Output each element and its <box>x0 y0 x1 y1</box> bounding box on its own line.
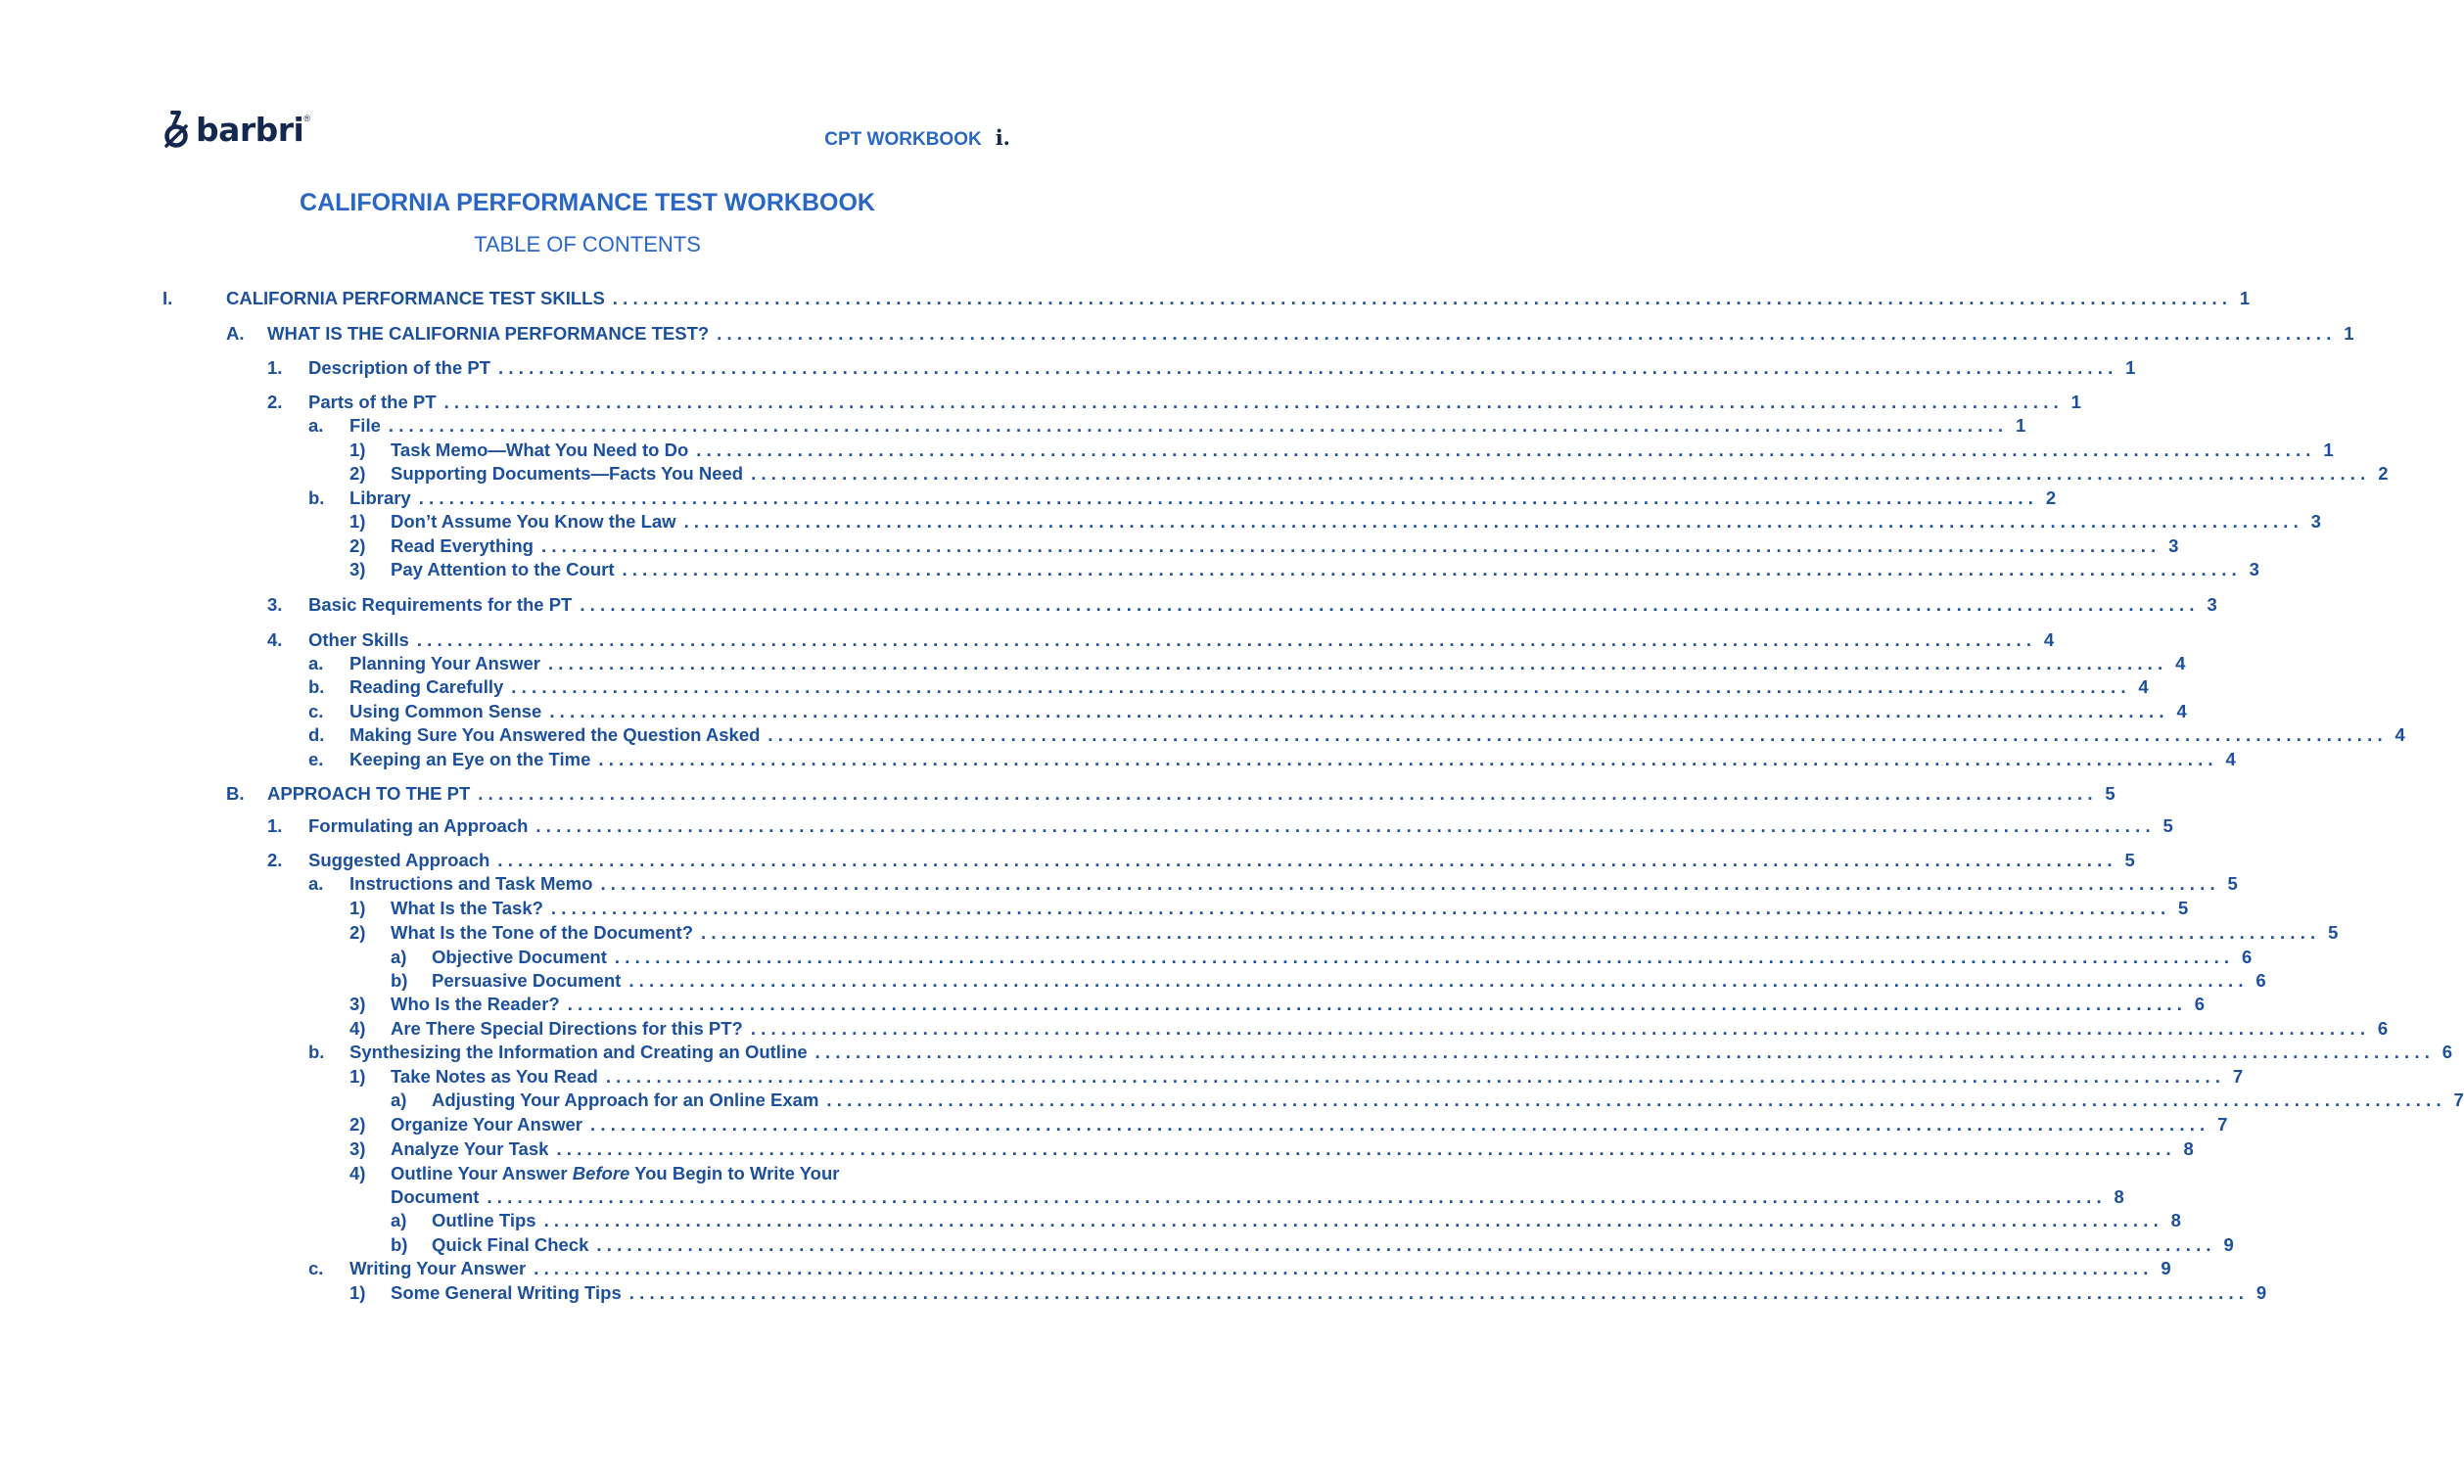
toc-entry-number: a) <box>391 947 407 967</box>
toc-entry-label: APPROACH TO THE PT <box>267 783 471 804</box>
barbri-logo-icon <box>163 110 192 149</box>
toc-entry <box>0 872 2238 896</box>
dot-leader: ................................................................................................................................................................ <box>534 1258 2154 1278</box>
toc-entry <box>0 322 2354 346</box>
toc-entry-number: 3. <box>267 594 283 615</box>
toc-entry-number: a) <box>391 1210 407 1230</box>
toc-entry <box>0 993 2206 1016</box>
dot-leader: ................................................................................................................................................................ <box>628 1282 2250 1303</box>
toc-entry-page: 4 <box>2175 653 2186 673</box>
toc-label-emphasis: Before <box>572 1163 630 1183</box>
toc-entry-page: 5 <box>2227 873 2238 894</box>
toc-entry <box>0 748 2236 771</box>
toc-entry-page: 2 <box>2378 463 2389 484</box>
toc-entry-label: What Is the Tone of the Document? <box>391 922 694 943</box>
toc-entry-page: 8 <box>2170 1210 2181 1230</box>
dot-leader: ................................................................................................................................................................ <box>541 535 2162 556</box>
dot-leader: ................................................................................................................................................................ <box>696 440 2316 460</box>
toc-entry-page: 4 <box>2138 676 2149 697</box>
toc-entry-number: 1) <box>349 440 366 460</box>
dot-leader: ................................................................................................................................................................ <box>598 749 2218 769</box>
toc-entry-number: 3) <box>349 1138 366 1159</box>
toc-entry-label: Are There Special Directions for this PT? <box>391 1018 743 1039</box>
toc-entry-page: 4 <box>2225 749 2236 769</box>
toc-entry-number: I. <box>163 288 173 308</box>
barbri-logo <box>163 108 310 151</box>
toc-entry <box>0 897 2189 920</box>
toc-entry-label: Some General Writing Tips <box>391 1282 622 1303</box>
dot-leader: ................................................................................................................................................................ <box>767 724 2388 745</box>
toc-entry-label: Organize Your Answer <box>391 1114 583 1135</box>
toc-entry <box>0 414 2026 438</box>
dot-leader: ................................................................................................................................................................ <box>612 288 2233 308</box>
toc-entry-page: 1 <box>2344 323 2354 344</box>
toc-entry-page: 5 <box>2178 898 2189 918</box>
toc-entry-number: 2) <box>349 1114 366 1135</box>
toc-entry-page: 4 <box>2394 724 2405 745</box>
toc-entry-label: Adjusting Your Approach for an Online Exam <box>432 1090 819 1110</box>
toc-entry-page: 7 <box>2232 1066 2244 1087</box>
toc-entry-page: 6 <box>2377 1018 2389 1039</box>
toc-entry-page: 3 <box>2310 511 2321 532</box>
toc-entry <box>0 1257 2171 1280</box>
dot-leader: ................................................................................................................................................................ <box>750 1018 2371 1039</box>
dot-leader: ................................................................................................................................................................ <box>622 559 2242 580</box>
toc-entry-page: 6 <box>2194 994 2206 1014</box>
toc-entry-page: 5 <box>2105 783 2115 804</box>
logo-text: barbri <box>196 110 304 149</box>
toc-entry-label: Reading Carefully <box>349 676 504 697</box>
dot-leader: ................................................................................................................................................................ <box>498 357 2118 378</box>
toc-entry-page: 1 <box>2015 415 2026 436</box>
toc-entry-page: 3 <box>2207 594 2217 615</box>
toc-entry <box>0 1233 2234 1257</box>
toc-entry-label: What Is the Task? <box>391 898 543 918</box>
dot-leader: ................................................................................................................................................................ <box>596 1234 2216 1255</box>
toc-entry-number: 1. <box>267 357 283 378</box>
toc-entry-page: 6 <box>2241 947 2253 967</box>
toc-entry <box>0 1281 2267 1305</box>
dot-leader: ................................................................................................................................................................ <box>547 653 2168 673</box>
toc-entry <box>0 723 2405 747</box>
toc-entry-label: Keeping an Eye on the Time <box>349 749 591 769</box>
toc-entry-number: 1. <box>267 815 283 836</box>
toc-entry-label: CALIFORNIA PERFORMANCE TEST SKILLS <box>226 288 605 308</box>
toc-entry-number: 2. <box>267 392 283 412</box>
toc-entry-number: b. <box>308 1042 325 1062</box>
toc-entry-number: d. <box>308 724 325 745</box>
toc-entry <box>0 1137 2194 1161</box>
toc-entry-page: 5 <box>2162 815 2173 836</box>
toc-entry-label: Supporting Documents—Facts You Need <box>391 463 744 484</box>
toc-entry <box>0 628 2055 652</box>
toc-entry <box>0 921 2339 945</box>
toc-entry <box>0 700 2187 723</box>
toc-entry <box>0 1041 2453 1064</box>
toc-entry-number: 1) <box>349 1282 366 1303</box>
toc-entry <box>0 558 2259 581</box>
toc-entry-number: b. <box>308 487 325 508</box>
toc-entry <box>0 593 2217 617</box>
toc-entry <box>0 487 2057 510</box>
toc-entry-label: File <box>349 415 381 436</box>
dot-leader: ................................................................................................................................................................ <box>416 629 2037 650</box>
toc-entry-label: Pay Attention to the Court <box>391 559 615 580</box>
toc-entry-page: 1 <box>2239 288 2251 308</box>
toc-entry-number: e. <box>308 749 324 769</box>
toc-entry-label: Basic Requirements for the PT <box>308 594 573 615</box>
toc-entry-page: 9 <box>2161 1258 2171 1278</box>
toc-entry-number: 2) <box>349 535 366 556</box>
toc-entry-page: 4 <box>2043 629 2055 650</box>
toc-entry-label: Suggested Approach <box>308 850 490 870</box>
toc-entry-number: 1) <box>349 511 366 532</box>
toc-entry-page: 9 <box>2255 1282 2267 1303</box>
toc-entry-page: 3 <box>2249 559 2259 580</box>
toc-entry-label: Description of the PT <box>308 357 491 378</box>
toc-entry-page: 5 <box>2124 850 2135 870</box>
logo-trademark: ® <box>303 114 311 123</box>
dot-leader: ................................................................................................................................................................ <box>701 922 2321 943</box>
document-title: CALIFORNIA PERFORMANCE TEST WORKBOOK <box>300 189 875 216</box>
toc-entry-number: b) <box>391 970 408 991</box>
dot-leader: ................................................................................................................................................................ <box>614 947 2235 967</box>
toc-entry-label: Other Skills <box>308 629 409 650</box>
toc-entry-number: 1) <box>349 898 366 918</box>
toc-entry-page: 6 <box>2255 970 2266 991</box>
toc-entry-page: 8 <box>2114 1186 2124 1207</box>
toc-entry <box>0 946 2253 969</box>
toc-entry-label: Task Memo—What You Need to Do <box>391 440 689 460</box>
dot-leader: ................................................................................................................................................................ <box>388 415 2009 436</box>
toc-entry <box>0 969 2266 993</box>
toc-entry-number: a. <box>308 653 324 673</box>
dot-leader: ................................................................................................................................................................ <box>590 1114 2210 1135</box>
toc-entry-number: 4. <box>267 629 283 650</box>
toc-entry <box>0 439 2334 462</box>
toc-entry-label: Parts of the PT <box>308 392 437 412</box>
toc-label-part: Outline Your Answer <box>391 1163 573 1183</box>
toc-entry <box>0 675 2149 699</box>
toc-entry-page: 1 <box>2323 440 2334 460</box>
toc-entry <box>0 1185 2124 1209</box>
toc-entry-label: Quick Final Check <box>432 1234 589 1255</box>
toc-entry-number: b) <box>391 1234 408 1255</box>
dot-leader: ................................................................................................................................................................ <box>550 898 2171 918</box>
toc-entry-number: 2) <box>349 922 366 943</box>
toc-entry-label: WHAT IS THE CALIFORNIA PERFORMANCE TEST? <box>267 323 710 344</box>
toc-entry <box>0 1113 2228 1136</box>
toc-entry-label: Persuasive Document <box>432 970 622 991</box>
toc-entry-page: 3 <box>2168 535 2179 556</box>
toc-entry-label: Read Everything <box>391 535 534 556</box>
dot-leader: ................................................................................................................................................................ <box>600 873 2220 894</box>
dot-leader: ................................................................................................................................................................ <box>443 392 2064 412</box>
toc-entry-number: 1) <box>349 1066 366 1087</box>
dot-leader: ................................................................................................................................................................ <box>683 511 2303 532</box>
toc-entry <box>0 462 2389 486</box>
toc-entry-number: 2. <box>267 850 283 870</box>
toc-entry-number: 2) <box>349 463 366 484</box>
toc-entry-number: 3) <box>349 994 366 1014</box>
toc-entry <box>0 356 2136 380</box>
toc-entry-label: Making Sure You Answered the Question Asked <box>349 724 761 745</box>
toc-entry <box>0 391 2081 414</box>
toc-entry-number: a) <box>391 1090 407 1110</box>
dot-leader: ................................................................................................................................................................ <box>418 487 2039 508</box>
toc-entry-number: b. <box>308 676 325 697</box>
toc-entry-label: Planning Your Answer <box>349 653 540 673</box>
toc-entry-page: 1 <box>2125 357 2136 378</box>
toc-entry-number: 4) <box>349 1163 366 1183</box>
toc-entry <box>0 1017 2389 1041</box>
toc-entry-page: 1 <box>2070 392 2081 412</box>
toc-entry-label: Library <box>349 487 411 508</box>
toc-entry-label: Don’t Assume You Know the Law <box>391 511 676 532</box>
dot-leader: ................................................................................................................................................................ <box>814 1042 2436 1062</box>
toc-entry <box>0 652 2186 675</box>
dot-leader: ................................................................................................................................................................ <box>535 815 2156 836</box>
toc-entry-label: Who Is the Reader? <box>391 994 560 1014</box>
dot-leader: ................................................................................................................................................................ <box>628 970 2249 991</box>
toc-entry-number: a. <box>308 873 324 894</box>
toc-entry <box>0 1209 2181 1232</box>
toc-entry-page: 7 <box>2453 1090 2464 1110</box>
toc-entry <box>0 534 2179 558</box>
dot-leader: ................................................................................................................................................................ <box>567 994 2188 1014</box>
toc-entry-page: 7 <box>2217 1114 2228 1135</box>
toc-entry <box>0 849 2135 872</box>
toc-entry-number: c. <box>308 701 324 721</box>
dot-leader: ................................................................................................................................................................ <box>605 1066 2226 1087</box>
dot-leader: ................................................................................................................................................................ <box>549 701 2169 721</box>
page-number: i. <box>995 125 1010 150</box>
toc-entry <box>0 1089 2464 1112</box>
dot-leader: ................................................................................................................................................................ <box>751 463 2371 484</box>
toc-entry-label: Analyze Your Task <box>391 1138 549 1159</box>
dot-leader: ................................................................................................................................................................ <box>826 1090 2446 1110</box>
toc-entry-page: 4 <box>2176 701 2187 721</box>
running-header <box>824 125 1010 151</box>
toc-entry <box>0 814 2173 838</box>
dot-leader: ................................................................................................................................................................ <box>497 850 2117 870</box>
toc-entry <box>0 287 2251 310</box>
toc-entry-label: Outline Tips <box>432 1210 536 1230</box>
toc-entry-number: a. <box>308 415 324 436</box>
toc-entry-label: Using Common Sense <box>349 701 542 721</box>
dot-leader: ................................................................................................................................................................ <box>717 323 2337 344</box>
toc-label-part: You Begin to Write Your <box>629 1163 840 1183</box>
toc-entry-label: Objective Document <box>432 947 607 967</box>
toc-entry-page: 8 <box>2183 1138 2194 1159</box>
toc-entry-label: Document <box>391 1186 480 1207</box>
toc-entry-page: 6 <box>2441 1042 2453 1062</box>
toc-entry-number: A. <box>226 323 245 344</box>
toc-entry-page: 2 <box>2045 487 2057 508</box>
running-title: CPT WORKBOOK <box>824 129 982 150</box>
toc-entry-number: c. <box>308 1258 324 1278</box>
toc-entry-label: Writing Your Answer <box>349 1258 527 1278</box>
dot-leader: ................................................................................................................................................................ <box>543 1210 2163 1230</box>
toc-heading: TABLE OF CONTENTS <box>474 232 701 256</box>
dot-leader: ................................................................................................................................................................ <box>478 783 2098 804</box>
toc-entry-number: B. <box>226 783 245 804</box>
toc-entry-page: 9 <box>2223 1234 2234 1255</box>
toc-entry <box>0 510 2321 533</box>
toc-entry-label: Take Notes as You Read <box>391 1066 598 1087</box>
dot-leader: ................................................................................................................................................................ <box>556 1138 2176 1159</box>
toc-entry-label: Synthesizing the Information and Creating an Outline <box>349 1042 808 1062</box>
dot-leader: ................................................................................................................................................................ <box>580 594 2200 615</box>
toc-entry-label: Instructions and Task Memo <box>349 873 593 894</box>
toc-entry-page: 5 <box>2328 922 2339 943</box>
toc-entry-number: 3) <box>349 559 366 580</box>
toc-entry <box>0 1065 2244 1089</box>
toc-entry <box>0 782 2115 806</box>
toc-entry-number: 4) <box>349 1018 366 1039</box>
toc-entry-label <box>391 1162 839 1185</box>
toc-entry-label: Formulating an Approach <box>308 815 529 836</box>
dot-leader: ................................................................................................................................................................ <box>487 1186 2107 1207</box>
dot-leader: ................................................................................................................................................................ <box>511 676 2131 697</box>
